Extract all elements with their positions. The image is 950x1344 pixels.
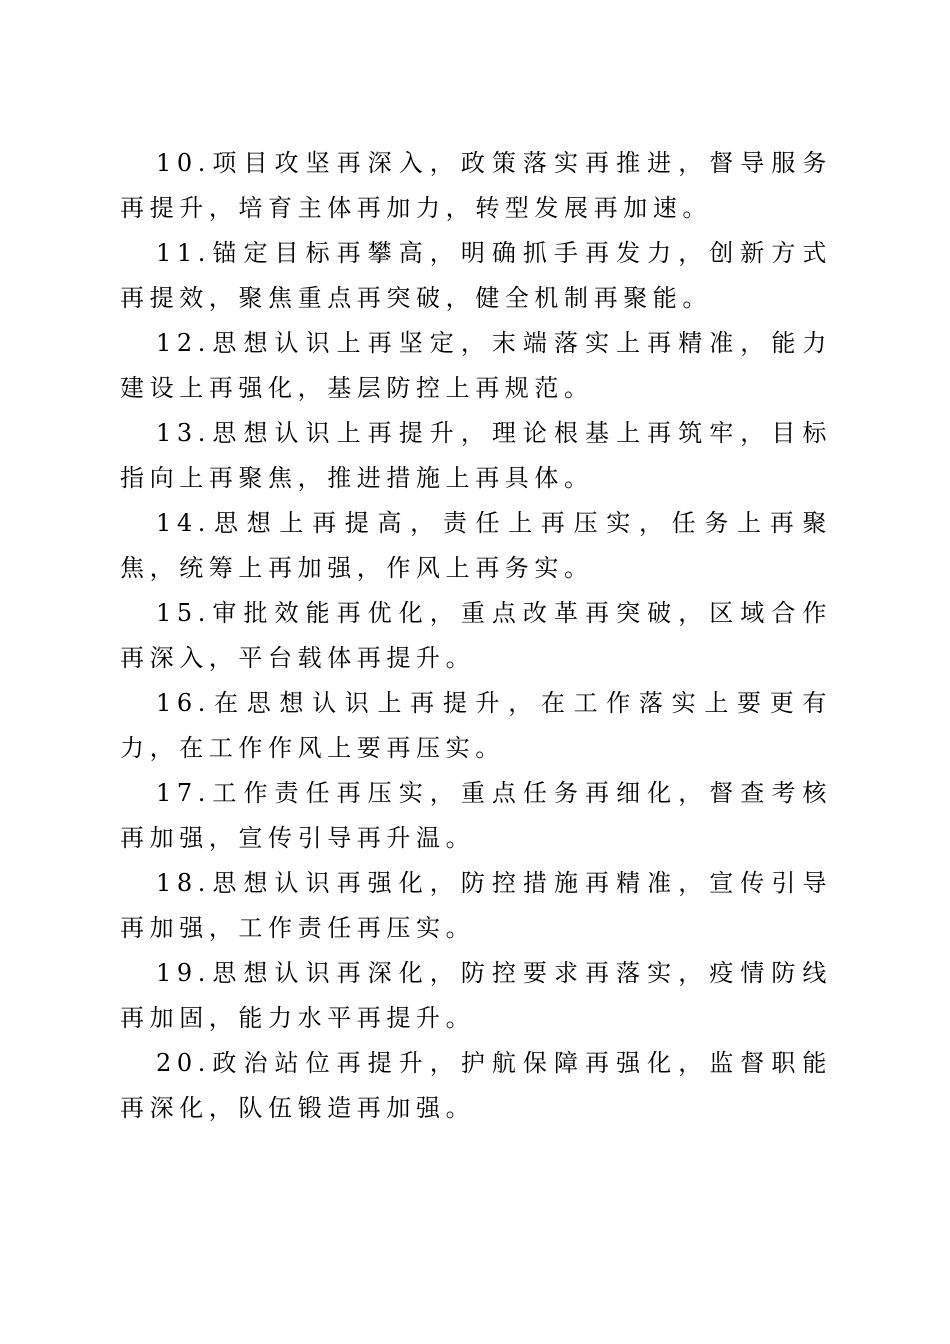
paragraph-item-16: 16.在思想认识上再提升，在工作落实上要更有力，在工作作风上要再压实。 <box>120 689 832 762</box>
paragraph-item-18: 18.思想认识再强化，防控措施再精准，宣传引导再加强，工作责任再压实。 <box>120 869 832 942</box>
paragraph-item-14: 14.思想上再提高，责任上再压实，任务上再聚焦，统筹上再加强，作风上再务实。 <box>120 509 832 582</box>
paragraph-item-20: 20.政治站位再提升，护航保障再强化，监督职能再深化，队伍锻造再加强。 <box>120 1049 832 1122</box>
paragraph-item-11: 11.锚定目标再攀高，明确抓手再发力，创新方式再提效，聚焦重点再突破，健全机制再聚能。 <box>120 239 832 312</box>
paragraph-item-12: 12.思想认识上再坚定，末端落实上再精准，能力建设上再强化，基层防控上再规范。 <box>120 329 832 402</box>
paragraph-item-19: 19.思想认识再深化，防控要求再落实，疫情防线再加固，能力水平再提升。 <box>120 959 832 1032</box>
paragraph-item-15: 15.审批效能再优化，重点改革再突破，区域合作再深入，平台载体再提升。 <box>120 599 832 672</box>
document-body <box>120 141 832 1131</box>
paragraph-item-13: 13.思想认识上再提升，理论根基上再筑牢，目标指向上再聚焦，推进措施上再具体。 <box>120 419 832 492</box>
paragraph-item-10: 10.项目攻坚再深入，政策落实再推进，督导服务再提升，培育主体再加力，转型发展再加速。 <box>120 149 832 222</box>
paragraph-item-17: 17.工作责任再压实，重点任务再细化，督查考核再加强，宣传引导再升温。 <box>120 779 832 852</box>
